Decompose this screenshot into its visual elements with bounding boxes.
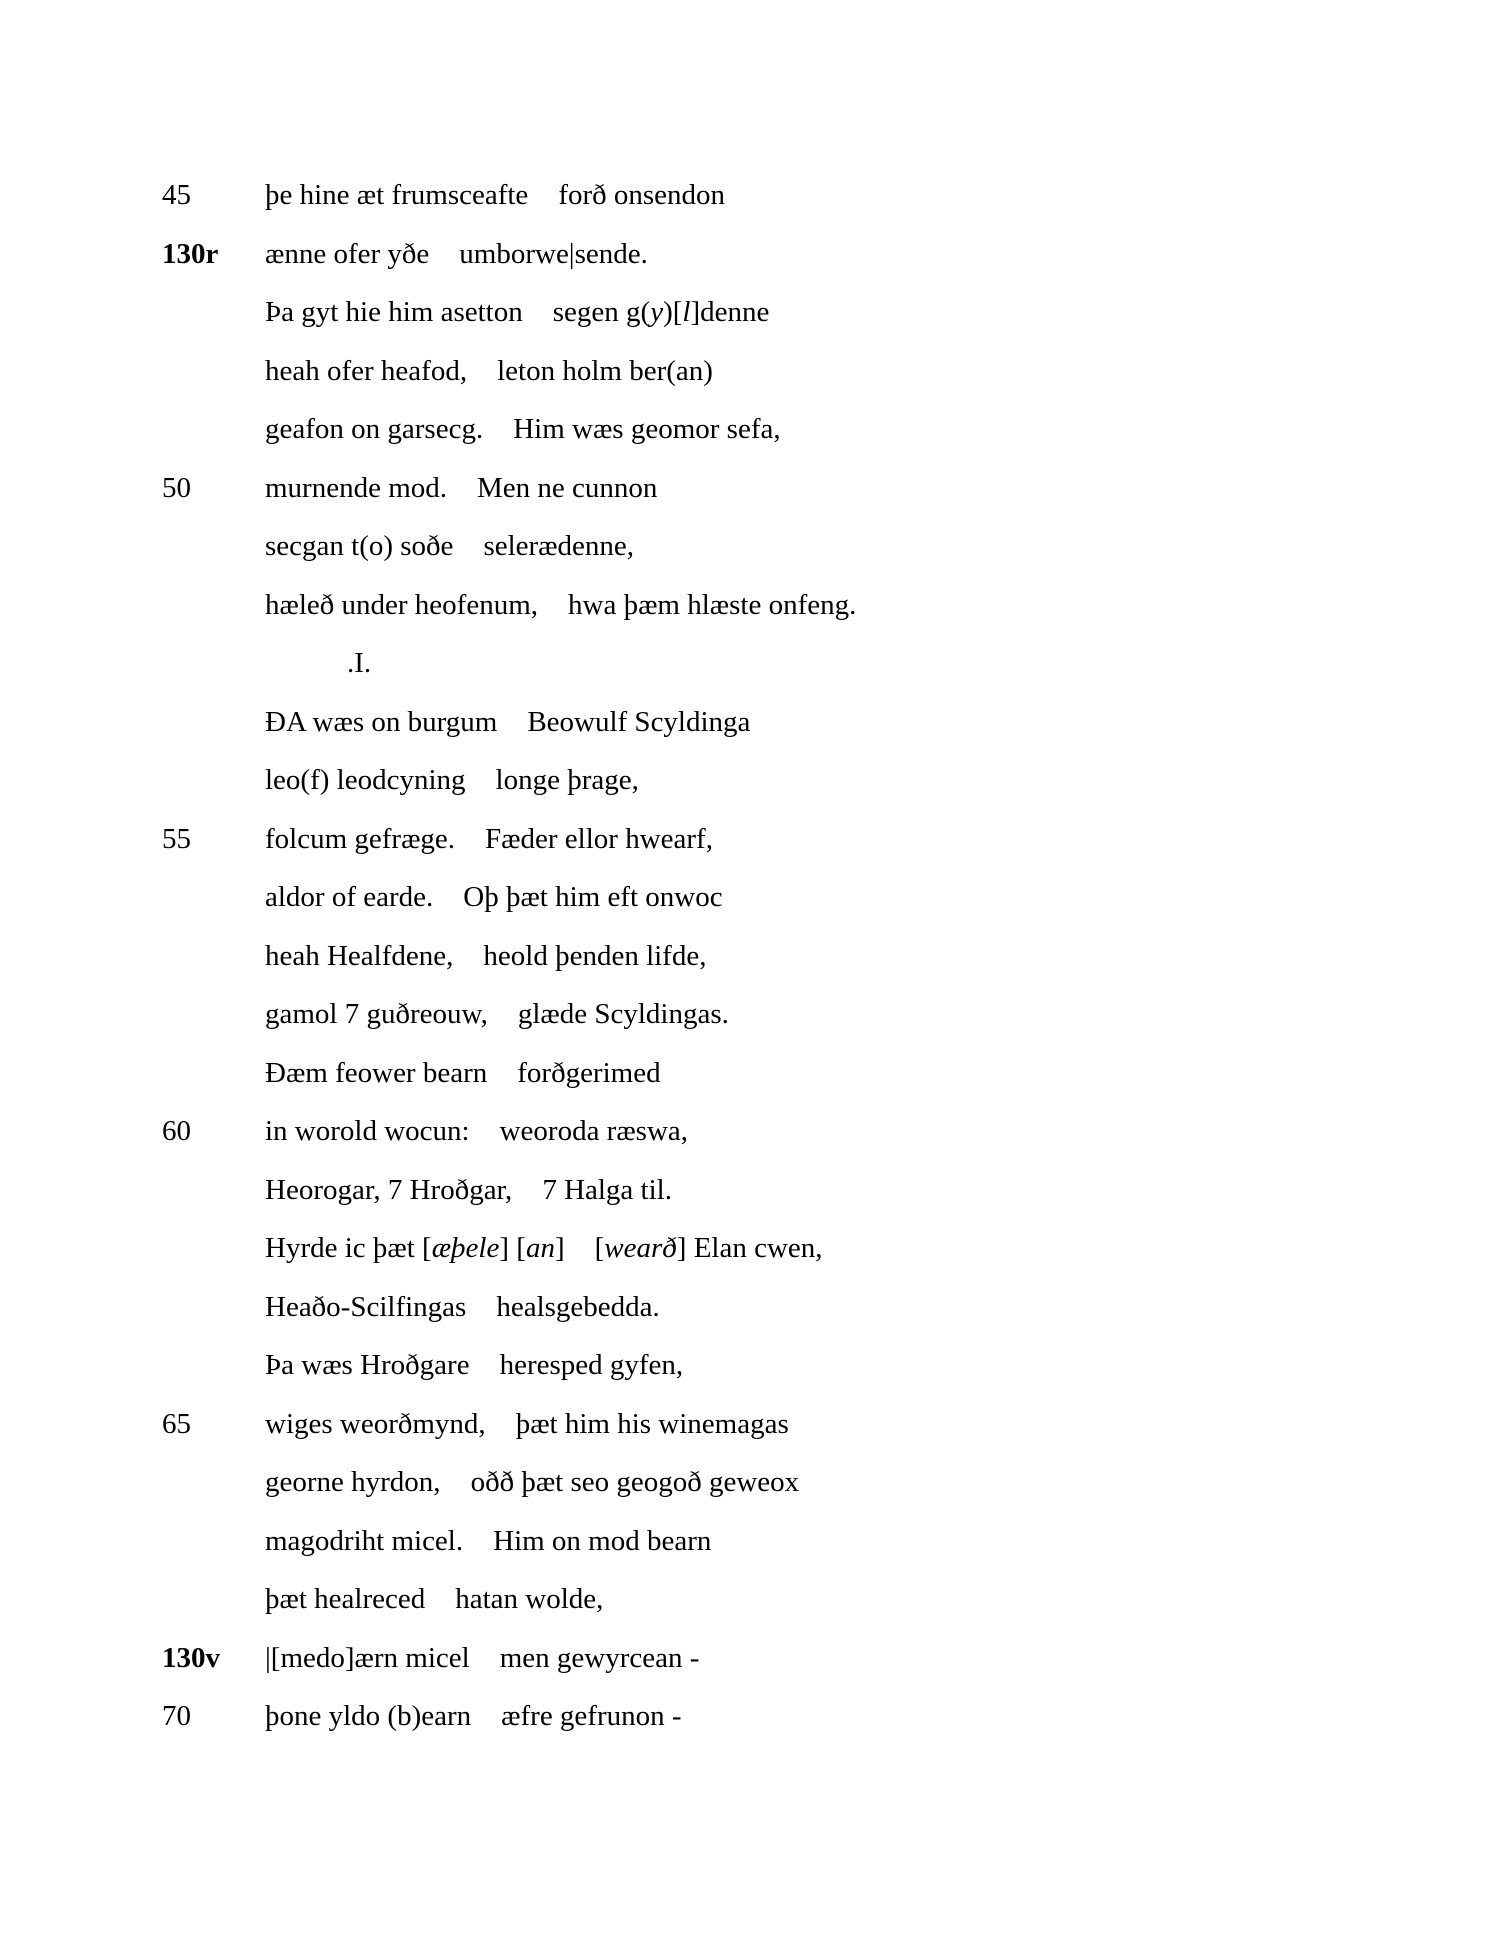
verse-segment: folcum gefræge. [265, 822, 456, 855]
verse-text [265, 342, 1440, 401]
caesura-gap [453, 554, 483, 555]
verse-line [0, 283, 1500, 342]
verse-segment: ] [554, 1232, 565, 1264]
verse-segment: Hyrde ic þæt [ [265, 1232, 432, 1264]
verse-segment: .I. [347, 647, 372, 679]
verse-segment: Þa wæs Hroðgare [265, 1349, 470, 1381]
verse-segment: Him wæs geomor sefa, [513, 413, 781, 445]
verse-segment: heold þenden lifde, [483, 939, 707, 972]
verse-segment: Ðæm feower bearn [265, 1056, 488, 1089]
verse-text [265, 693, 1440, 752]
caesura-gap [565, 1256, 595, 1257]
verse-text [265, 1278, 1440, 1337]
caesura-gap [429, 262, 459, 263]
verse-line [0, 517, 1500, 576]
verse-segment: segen g( [552, 296, 651, 328]
folio-number: 130v [162, 1641, 220, 1674]
verse-line [0, 166, 1500, 225]
verse-segment: in worold wocun: [265, 1115, 470, 1147]
caesura-gap [470, 1666, 500, 1667]
caesura-gap [486, 1432, 516, 1433]
caesura-gap [470, 1139, 500, 1140]
verse-segment: hæleð under heofenum, [265, 588, 539, 621]
verse-segment: hatan wolde, [455, 1583, 604, 1615]
verse-text [265, 810, 1440, 869]
line-number: 55 [162, 822, 191, 855]
caesura-gap [471, 1724, 501, 1725]
verse-text [265, 927, 1440, 986]
verse-line [0, 1570, 1500, 1629]
verse-line [0, 1161, 1500, 1220]
verse-text [265, 1161, 1440, 1220]
verse-segment: selerædenne, [483, 530, 635, 562]
verse-segment: Heaðo-Scilfingas [265, 1290, 467, 1323]
verse-segment: Heorogar, 7 Hroðgar, [265, 1173, 513, 1206]
caesura-gap [467, 379, 497, 380]
line-number: 60 [162, 1115, 191, 1147]
verse-line [0, 1102, 1500, 1161]
caesura-gap [455, 847, 485, 848]
verse-line [0, 751, 1500, 810]
line-number: 65 [162, 1407, 191, 1440]
verse-text [265, 517, 1440, 576]
verse-segment: [ [594, 1232, 605, 1264]
caesura-gap [538, 613, 568, 614]
verse-segment: forðgerimed [517, 1056, 661, 1089]
verse-segment: glæde Scyldingas. [517, 998, 729, 1030]
verse-segment: wiges weorðmynd, [265, 1407, 486, 1440]
folio-number: 130r [162, 237, 219, 270]
verse-segment: ænne ofer yðe [265, 237, 430, 270]
editorial-italic-text: y [650, 296, 664, 328]
verse-line [0, 342, 1500, 401]
verse-text [265, 1453, 1440, 1512]
line-number: 70 [162, 1700, 191, 1732]
verse-segment: secgan t(o) soðe [265, 530, 454, 562]
verse-text [265, 225, 1440, 284]
caesura-gap [463, 1549, 493, 1550]
caesura-gap [453, 964, 483, 965]
verse-text [265, 868, 1440, 927]
verse-line [0, 1512, 1500, 1571]
caesura-gap [497, 730, 527, 731]
verse-line [0, 927, 1500, 986]
verse-segment: Oþ þæt him eft onwoc [463, 881, 723, 913]
caesura-gap [441, 1490, 471, 1491]
verse-segment: georne hyrdon, [265, 1466, 441, 1498]
verse-text [265, 1395, 1440, 1454]
verse-text [265, 166, 1440, 225]
line-number: 50 [162, 471, 191, 504]
caesura-gap [470, 1373, 500, 1374]
verse-segment: heah Healfdene, [265, 939, 454, 972]
verse-text [265, 751, 1440, 810]
verse-segment: Fæder ellor hwearf, [485, 822, 713, 855]
verse-line [0, 225, 1500, 284]
verse-text [265, 1512, 1440, 1571]
editorial-italic-text: wearð [604, 1232, 677, 1264]
verse-text [265, 1219, 1440, 1278]
verse-segment: þæt healreced [265, 1583, 426, 1615]
verse-line [0, 868, 1500, 927]
caesura-gap [523, 320, 553, 321]
verse-segment: weoroda ræswa, [499, 1115, 689, 1147]
caesura-gap [512, 1198, 542, 1199]
editorial-italic-text: l [682, 296, 691, 328]
caesura-gap [488, 1022, 518, 1023]
verse-segment: leo(f) leodcyning [265, 764, 466, 796]
verse-segment: longe þrage, [495, 764, 639, 796]
verse-text [265, 459, 1440, 518]
verse-line [0, 634, 1500, 693]
verse-segment: umborwe|sende. [459, 237, 648, 270]
verse-segment: ÐA wæs on burgum [265, 705, 498, 738]
caesura-gap [487, 1081, 517, 1082]
verse-segment: magodriht micel. [265, 1524, 464, 1557]
verse-segment: ]denne [690, 296, 770, 328]
verse-line [0, 1336, 1500, 1395]
verse-line [0, 1629, 1500, 1688]
verse-line [0, 1453, 1500, 1512]
verse-segment: heresped gyfen, [499, 1349, 684, 1381]
editorial-italic-text: an [525, 1232, 555, 1264]
verse-segment: ] Elan cwen, [676, 1232, 823, 1264]
caesura-gap [528, 203, 558, 204]
verse-line [0, 1278, 1500, 1337]
verse-text [265, 576, 1440, 635]
verse-line [0, 1395, 1500, 1454]
verse-segment: leton holm ber(an) [497, 354, 713, 387]
verse-segment: )[ [663, 296, 683, 328]
caesura-gap [483, 437, 513, 438]
verse-text [265, 1629, 1440, 1688]
verse-segment: þone yldo (b)earn [265, 1700, 472, 1732]
verse-line [0, 400, 1500, 459]
verse-segment: þæt him his winemagas [515, 1407, 789, 1440]
verse-text [265, 1102, 1440, 1161]
verse-segment: Him on mod bearn [493, 1524, 712, 1557]
verse-text [265, 283, 1440, 342]
verse-line [0, 1044, 1500, 1103]
verse-line [0, 693, 1500, 752]
verse-line [0, 459, 1500, 518]
verse-segment: men gewyrcean - [499, 1641, 700, 1674]
editorial-italic-text: æþele [431, 1232, 500, 1264]
verse-segment: geafon on garsecg. [265, 413, 484, 445]
line-number: 45 [162, 179, 191, 211]
verse-line [0, 1219, 1500, 1278]
verse-segment: Beowulf Scyldinga [527, 705, 751, 738]
verse-line [0, 985, 1500, 1044]
caesura-gap [466, 788, 496, 789]
verse-segment: gamol 7 guðreouw, [265, 998, 488, 1030]
verse-text [265, 1336, 1440, 1395]
verse-segment: aldor of earde. [265, 881, 434, 913]
caesura-gap [466, 1315, 496, 1316]
verse-text [265, 400, 1440, 459]
verse-segment: æfre gefrunon - [501, 1700, 682, 1732]
poem-lines [0, 166, 1500, 1746]
caesura-gap [447, 496, 477, 497]
verse-text [265, 1687, 1440, 1746]
verse-segment: healsgebedda. [496, 1290, 660, 1323]
verse-line [0, 810, 1500, 869]
caesura-gap [433, 905, 463, 906]
verse-line [0, 1687, 1500, 1746]
verse-text [265, 1570, 1440, 1629]
section-marker [347, 634, 1440, 693]
verse-segment: forð onsendon [558, 179, 726, 211]
verse-segment: Men ne cunnon [477, 471, 658, 504]
verse-segment: hwa þæm hlæste onfeng. [568, 588, 857, 621]
verse-line [0, 576, 1500, 635]
verse-segment: Þa gyt hie him asetton [265, 296, 523, 328]
verse-segment: |[medo]ærn micel [265, 1641, 470, 1674]
verse-segment: heah ofer heafod, [265, 354, 468, 387]
verse-segment: murnende mod. [265, 471, 448, 504]
caesura-gap [425, 1607, 455, 1608]
verse-segment: 7 Halga til. [542, 1173, 672, 1206]
verse-segment: ] [ [499, 1232, 526, 1264]
verse-text [265, 985, 1440, 1044]
verse-segment: oðð þæt seo geogoð geweox [470, 1466, 800, 1498]
verse-text [265, 1044, 1440, 1103]
verse-segment: þe hine æt frumsceafte [265, 179, 529, 211]
